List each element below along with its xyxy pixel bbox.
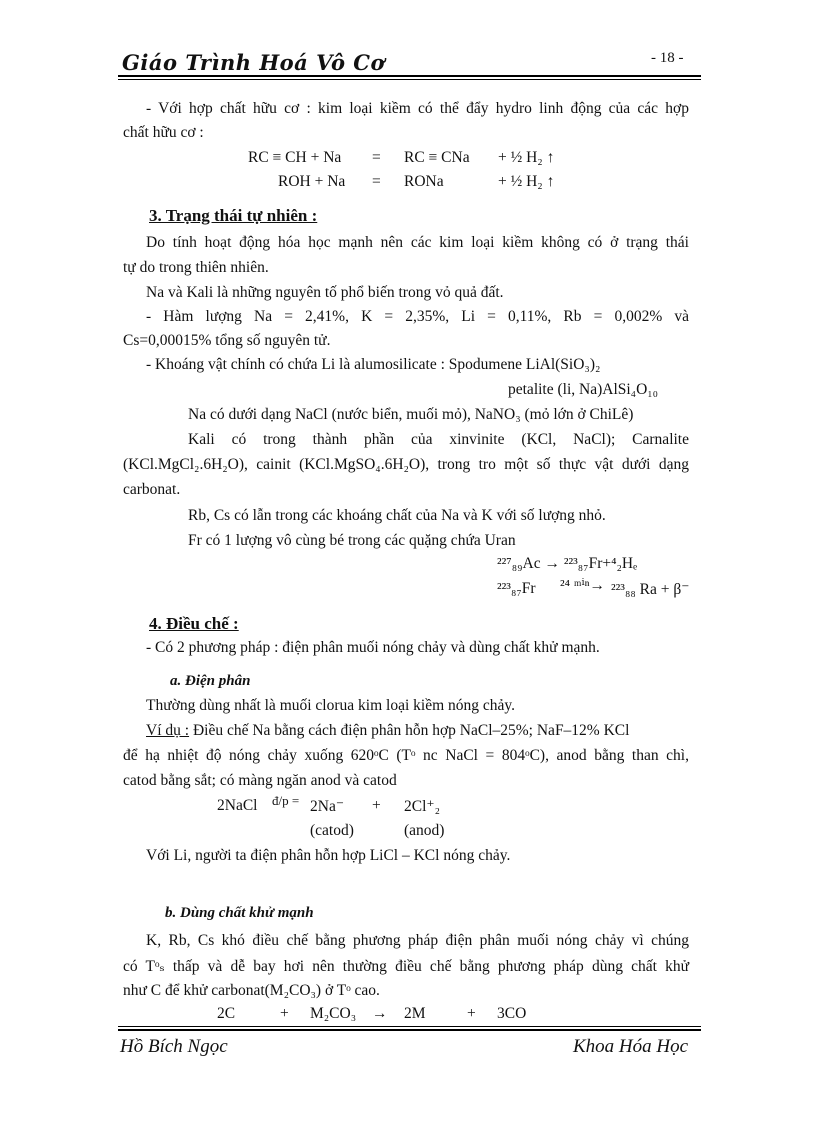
decay-equation: ²²³₈₇Fr [497,580,536,597]
subsection-heading: a. Điện phân [170,673,251,689]
section-heading: 4. Điều chế : [149,614,239,633]
paragraph: Na và Kali là những nguyên tố phổ biến trong vỏ quả đất. [146,284,504,301]
header-rule [118,75,701,77]
footer-rule-thin [118,1026,701,1027]
reaction-term: 3CO [497,1005,527,1022]
electrolysis-product: 2Na⁻ [310,798,345,815]
equation-sign: = [372,149,381,166]
footer-department: Khoa Hóa Học [573,1036,689,1057]
equation-extra: + ½ H₂ ↑ [498,149,555,166]
header-rule-thin [118,79,701,80]
paragraph: - Có 2 phương pháp : điện phân muối nóng chảy và dùng chất khử mạnh. [146,639,600,656]
paragraph: - Với hợp chất hữu cơ : kim loại kiềm có thể đẩy hydro linh động của các hợp [146,100,689,117]
reaction-term: M₂CO₃ [310,1005,357,1022]
paragraph: có Tᵒₛ thấp và dễ bay hơi nên thường điều chế bằng phương pháp dùng chất khử [123,958,689,975]
electrolysis-arrow: đ/p = [272,793,300,808]
equation-right: RONa [404,173,444,190]
section-heading: 3. Trạng thái tự nhiên : [149,206,318,225]
paragraph: K, Rb, Cs khó điều chế bằng phương pháp điện phân muối nóng chảy vì chúng [146,932,689,949]
paragraph: để hạ nhiệt độ nóng chảy xuống 620ᵒC (Tᵒ nc NaCl = 804ᵒC), anod bằng than chì, [123,747,689,764]
electrolysis-label: (catod) [310,822,354,839]
electrolysis-label: (anod) [404,822,445,839]
paragraph: Do tính hoạt động hóa học mạnh nên các kim loại kiềm không có ở trạng thái [146,234,689,251]
equation-extra: + ½ H₂ ↑ [498,173,555,190]
paragraph: Rb, Cs có lẫn trong các khoáng chất của Na và K với số lượng nhỏ. [188,507,606,524]
paragraph: tự do trong thiên nhiên. [123,259,269,276]
page-number: - 18 - [651,50,684,66]
paragraph: Cs=0,00015% tổng số nguyên tử. [123,332,331,349]
decay-equation: ²²⁷₈₉Ac → ²²³₈₇Fr+⁴₂Hₑ [497,555,638,572]
paragraph: petalite (li, Na)AlSi₄O₁₀ [508,381,659,398]
subsection-heading: b. Dùng chất khử mạnh [165,905,314,921]
paragraph: Thường dùng nhất là muối clorua kim loại kiềm nóng chảy. [146,697,516,714]
decay-arrow: ²⁴ ᵐⁱⁿ→ [560,577,606,594]
equation-left: ROH + Na [278,173,346,190]
electrolysis-product: 2Cl⁺₂ [404,798,440,815]
footer-author: Hồ Bích Ngọc [120,1036,228,1057]
equation-sign: = [372,173,381,190]
paragraph: Na có dưới dạng NaCl (nước biển, muối mỏ), NaNO₃ (mỏ lớn ở ChiLê) [188,406,634,423]
paragraph: chất hữu cơ : [123,124,204,141]
footer-rule [118,1029,701,1031]
equation-right: RC ≡ CNa [404,149,470,166]
example-label: Ví dụ : [146,722,190,739]
paragraph: carbonat. [123,481,181,498]
paragraph: (KCl.MgCl₂.6H₂O), cainit (KCl.MgSO₄.6H₂O), trong tro một số thực vật dưới dạng [123,456,689,473]
document-header-title: Giáo Trình Hoá Vô Cơ [122,50,385,75]
paragraph: Kali có trong thành phần của xinvinite (KCl, NaCl); Carnalite [188,431,689,448]
example-line [146,722,689,740]
paragraph: như C để khử carbonat(M₂CO₃) ở Tᵒ cao. [123,982,380,999]
paragraph: - Hàm lượng Na = 2,41%, K = 2,35%, Li = 0,11%, Rb = 0,002% và [146,308,689,325]
paragraph: catod bằng sắt; có màng ngăn anod và catod [123,772,397,789]
electrolysis-plus: + [372,797,381,814]
reaction-term: + [280,1005,289,1022]
decay-equation: ²²³₈₈ Ra + β⁻ [611,581,690,598]
paragraph: Với Li, người ta điện phân hỗn hợp LiCl – KCl nóng chảy. [146,847,511,864]
reaction-term: + [467,1005,476,1022]
reaction-term: 2M [404,1005,426,1022]
reaction-term: 2C [217,1005,236,1022]
paragraph: Fr có 1 lượng vô cùng bé trong các quặng chứa Uran [188,532,516,549]
paragraph: - Khoáng vật chính có chứa Li là alumosilicate : Spodumene LiAl(SiO₃)₂ [146,356,601,373]
reaction-arrow: → [372,1005,388,1022]
equation-left: RC ≡ CH + Na [248,149,342,166]
electrolysis-reactant: 2NaCl [217,797,258,814]
example-text: Điều chế Na bằng cách điện phân hỗn hợp NaCl–25%; NaF–12% KCl [189,722,630,739]
